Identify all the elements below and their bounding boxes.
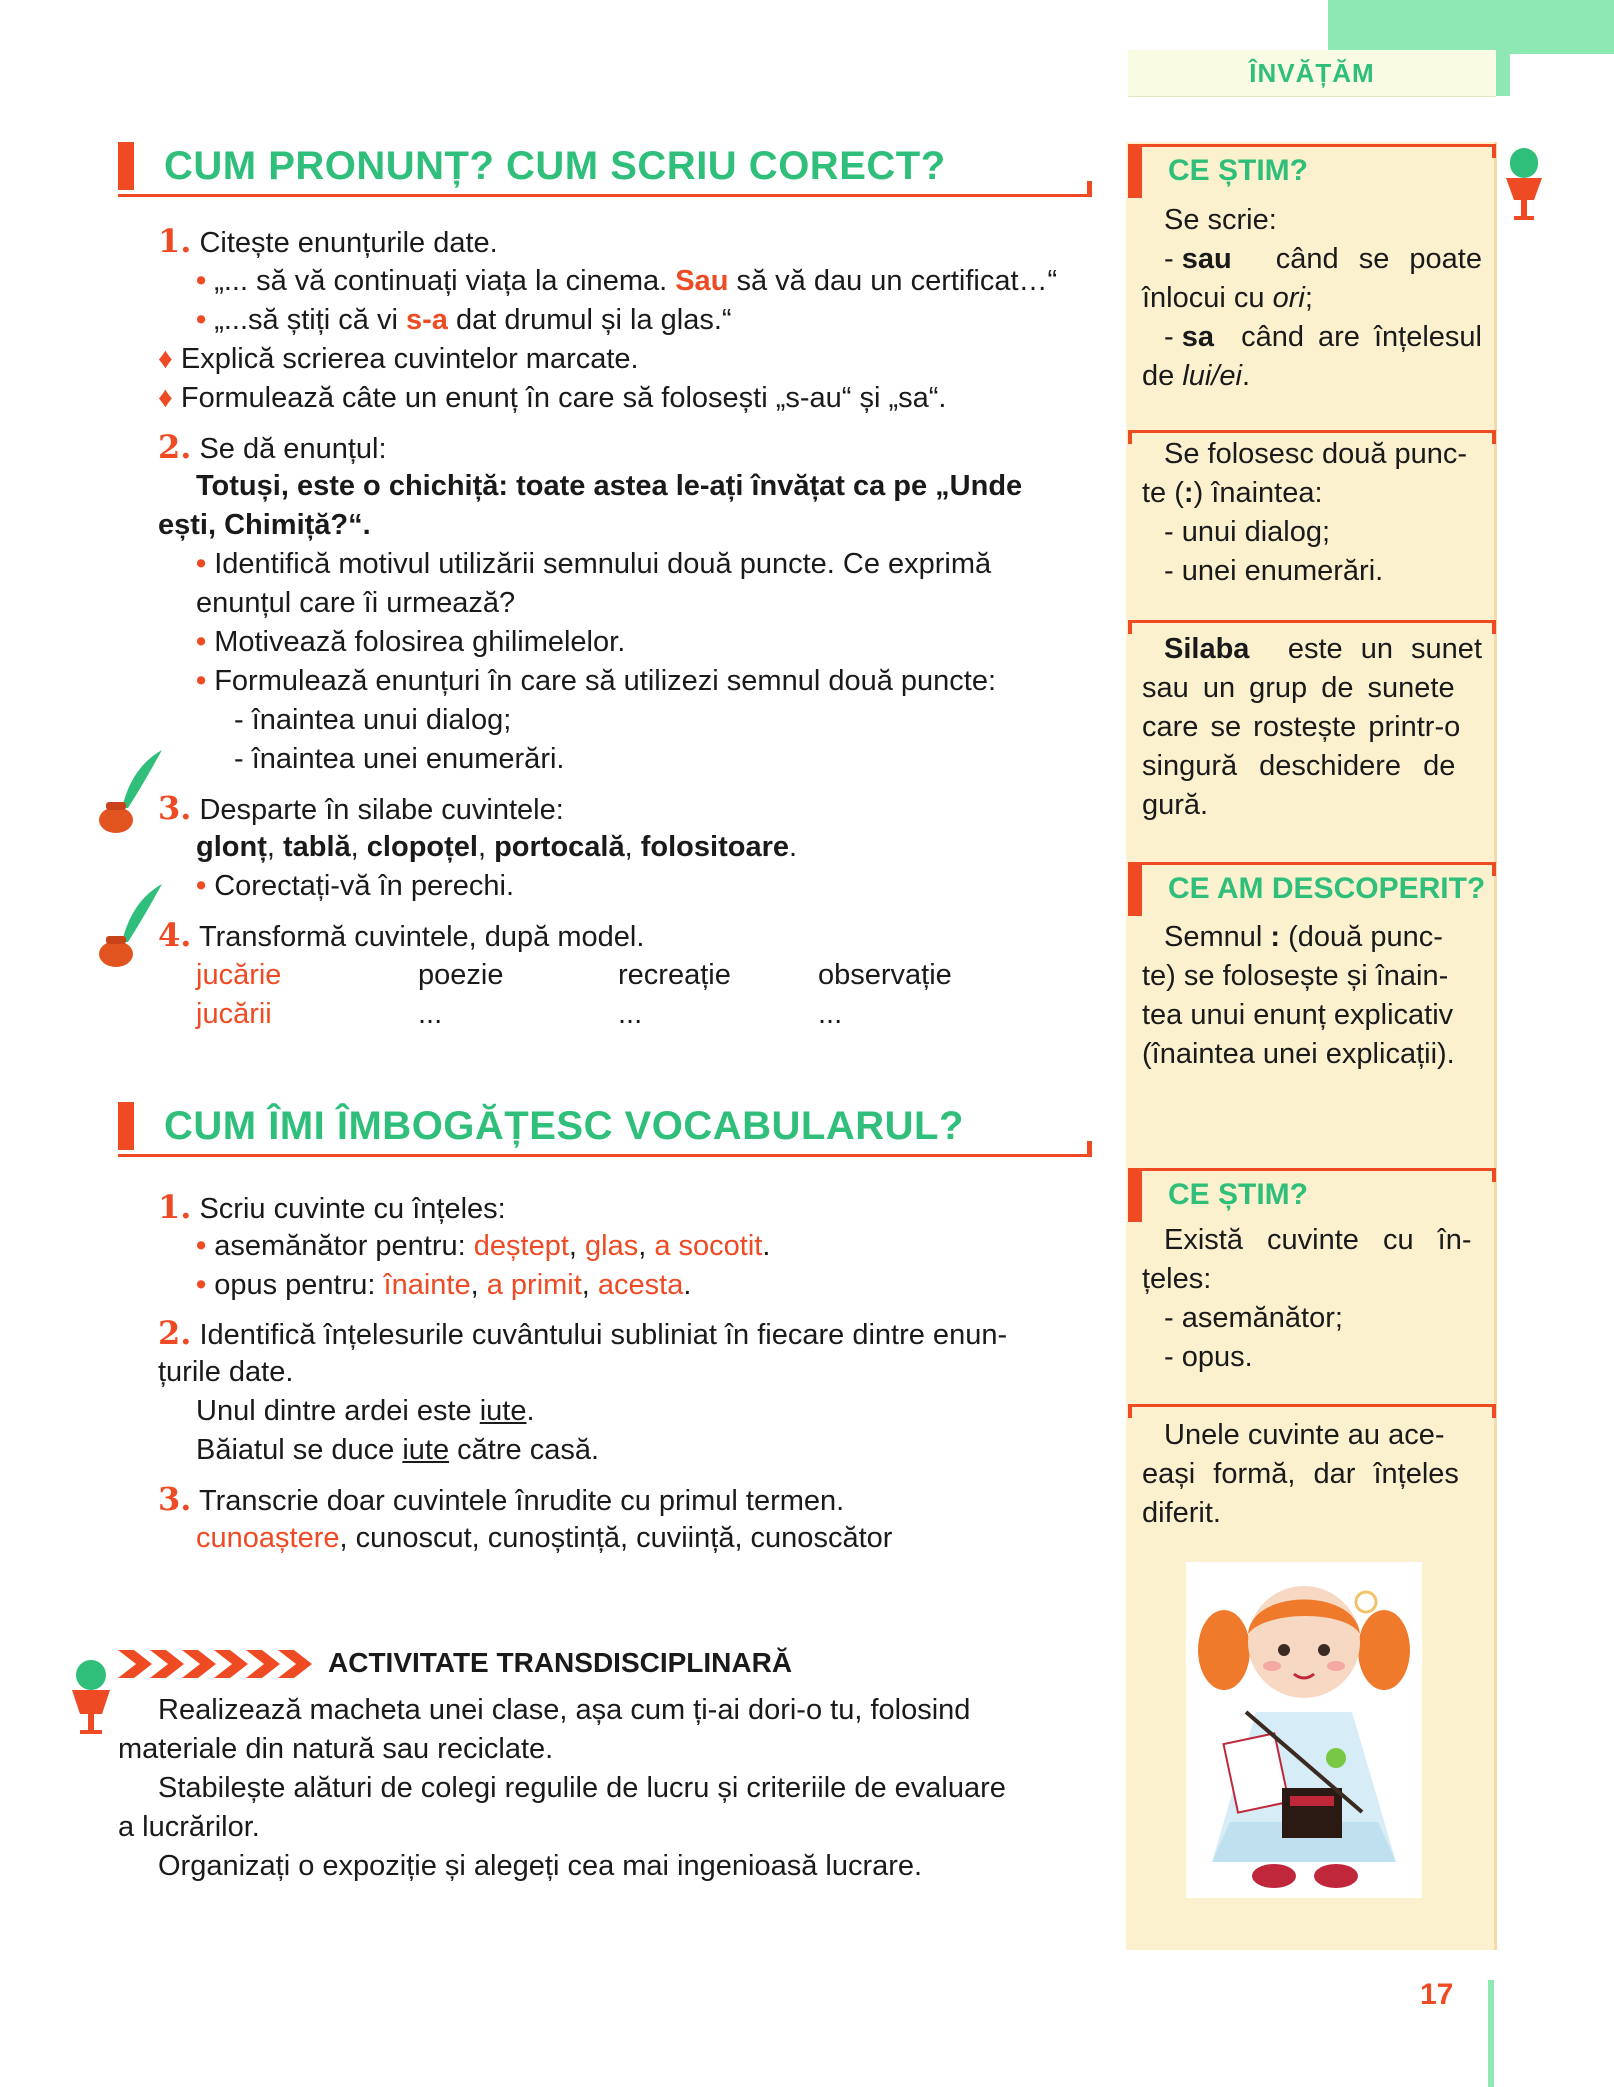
- bullet-item: • Formulează enunțuri în care să utilizezi semnul două puncte:: [196, 665, 997, 697]
- bullet-icon: •: [196, 304, 207, 336]
- bullet-icon: •: [196, 665, 207, 697]
- word-list: glonț, tablă, clopoțel, portocală, folositoare.: [196, 831, 798, 863]
- activity-text: Organizați o expoziție și alegeți cea mai ingenioasă lucrare.: [158, 1850, 923, 1882]
- card-text: eași formă, dar înțeles: [1142, 1458, 1459, 1490]
- exercise-2: 2. Se dă enunțul:: [158, 428, 387, 466]
- word-list: cunoaștere, cunoscut, cunoștință, cuviință, cunoscător: [196, 1522, 893, 1554]
- diamond-icon: ♦: [158, 382, 173, 414]
- exercise-number: 2.: [158, 1314, 192, 1352]
- card-tick: [1492, 144, 1496, 158]
- exercise-number: 4.: [158, 916, 192, 954]
- sub-item: - înaintea unei enumerări.: [234, 743, 565, 775]
- card-tick: [1492, 862, 1496, 876]
- card-tick: [1492, 430, 1496, 444]
- chevron-arrows-icon: [118, 1646, 314, 1682]
- card-text: Semnul : (două punc-: [1164, 921, 1443, 953]
- card-text: - asemănător;: [1164, 1302, 1343, 1334]
- quote-bold: ești, Chimiță?“.: [158, 509, 371, 541]
- card-text: - sa când are înțelesul: [1164, 321, 1482, 353]
- card-text: singură deschidere de: [1142, 750, 1456, 782]
- activity-text: Stabilește alături de colegi regulile de lucru și criteriile de evaluare: [158, 1772, 1006, 1804]
- marked-word: s-a: [405, 304, 448, 336]
- exercise-number: 2.: [158, 428, 192, 466]
- card-title: CE ȘTIM?: [1168, 154, 1308, 187]
- card-tick: [1128, 1404, 1132, 1418]
- card-text: de lui/ei.: [1142, 360, 1251, 392]
- sidebar-border: [1494, 142, 1497, 1950]
- word-cell: poezie: [418, 959, 504, 991]
- task-line: ♦ Explică scrierea cuvintelor marcate.: [158, 343, 639, 375]
- card-text: Există cuvinte cu în-: [1164, 1224, 1472, 1256]
- card-text: Se folosesc două punc-: [1164, 438, 1468, 470]
- page-number-bar: [1488, 1980, 1494, 2087]
- activity-title: ACTIVITATE TRANSDISCIPLINARĂ: [328, 1647, 793, 1678]
- exercise-number: 1.: [158, 222, 192, 260]
- card-title: CE ȘTIM?: [1168, 1178, 1308, 1211]
- card-tick: [1492, 1168, 1496, 1182]
- page-number: 17: [1420, 1978, 1454, 2011]
- card-text: te) se folosește și înain-: [1142, 960, 1449, 992]
- card-text: care se rostește printr-o: [1142, 711, 1461, 743]
- header-tab-shadow: [1496, 50, 1510, 96]
- card-line: [1128, 862, 1496, 865]
- card-line: [1128, 430, 1496, 433]
- quote-line: • „...să știți că vi s-a dat drumul și la glas.“: [196, 304, 732, 336]
- card-text: gură.: [1142, 789, 1209, 821]
- exercise-text-cont: țurile date.: [158, 1356, 294, 1388]
- activity-text: Realizează macheta unei clase, așa cum ți-ai dori-o tu, folosind: [158, 1694, 971, 1726]
- bullet-icon: •: [196, 1269, 207, 1301]
- card-tick: [1128, 430, 1132, 444]
- bullet-icon: •: [196, 265, 207, 297]
- section-underline: [118, 194, 1092, 197]
- activity-text: a lucrărilor.: [118, 1811, 260, 1843]
- bullet-item: • asemănător pentru: deștept, glas, a socotit.: [196, 1230, 771, 1262]
- card-marker: [1128, 864, 1142, 916]
- card-text: te (:) înaintea:: [1142, 477, 1323, 509]
- card-text: - sau când se poate: [1164, 243, 1482, 275]
- bullet-icon: •: [196, 548, 207, 580]
- section-underline: [118, 1154, 1092, 1157]
- card-text: - unei enumerări.: [1164, 555, 1384, 587]
- card-tick: [1492, 1404, 1496, 1418]
- inkpot-quill-icon: [94, 748, 164, 838]
- card-text: - unui dialog;: [1164, 516, 1331, 548]
- section-underline-tick: [1087, 1141, 1092, 1155]
- bullet-item: • Corectați-vă în perechi.: [196, 870, 515, 902]
- quote-line: • „... să vă continuați viața la cinema. Sau să vă dau un certificat…“: [196, 265, 1058, 297]
- bullet-icon: •: [196, 626, 207, 658]
- word-cell: recreație: [618, 959, 731, 991]
- word-cell: observație: [818, 959, 952, 991]
- exercise-3: 3. Desparte în silabe cuvintele:: [158, 789, 564, 827]
- girl-illustration: [1186, 1562, 1422, 1898]
- sentence: Unul dintre ardei este iute.: [196, 1395, 535, 1427]
- card-text: Silaba este un sunet: [1164, 633, 1482, 665]
- card-text: tea unui enunț explicativ: [1142, 999, 1454, 1031]
- quote-bold: Totuși, este o chichiță: toate astea le-ați învățat ca pe „Unde: [196, 470, 1023, 502]
- bullet-item: • Motivează folosirea ghilimelelor.: [196, 626, 626, 658]
- card-marker: [1128, 1170, 1142, 1222]
- exercise-number: 3.: [158, 789, 192, 827]
- bullet-item-cont: enunțul care îi urmează?: [196, 587, 516, 619]
- exercise-number: 3.: [158, 1480, 192, 1518]
- section-marker: [118, 142, 134, 190]
- word-cell: ...: [818, 998, 843, 1030]
- card-text: înlocui cu ori;: [1142, 282, 1313, 314]
- card-tick: [1128, 620, 1132, 634]
- card-line: [1128, 144, 1496, 147]
- task-line: ♦ Formulează câte un enunț în care să folosești „s-au“ și „sa“.: [158, 382, 947, 414]
- model-word: jucării: [196, 998, 272, 1030]
- section-underline-tick: [1087, 181, 1092, 195]
- model-word: jucărie: [196, 959, 282, 991]
- exercise-4: 4. Transformă cuvintele, după model.: [158, 916, 645, 954]
- section-marker: [118, 1102, 134, 1150]
- sub-item: - înaintea unui dialog;: [234, 704, 512, 736]
- exercise-1: 1. Scriu cuvinte cu înțeles:: [158, 1188, 506, 1226]
- card-line: [1128, 620, 1496, 623]
- microphone-icon: [1502, 146, 1546, 226]
- inkpot-quill-icon: [94, 882, 164, 972]
- card-marker: [1128, 146, 1142, 198]
- exercise-number: 1.: [158, 1188, 192, 1226]
- bullet-icon: •: [196, 1230, 207, 1262]
- word-cell: ...: [418, 998, 443, 1030]
- exercise-2: 2. Identifică înțelesurile cuvântului subliniat în fiecare dintre enun-: [158, 1314, 1008, 1352]
- diamond-icon: ♦: [158, 343, 173, 375]
- card-line: [1128, 1168, 1496, 1171]
- activity-text: materiale din natură sau reciclate.: [118, 1733, 554, 1765]
- section-title: CUM ÎMI ÎMBOGĂȚESC VOCABULARUL?: [164, 1104, 964, 1148]
- card-tick: [1492, 620, 1496, 634]
- card-text: țeles:: [1142, 1263, 1212, 1295]
- card-text: Unele cuvinte au ace-: [1164, 1419, 1445, 1451]
- card-text: - opus.: [1164, 1341, 1253, 1373]
- card-text: Se scrie:: [1164, 204, 1277, 236]
- marked-word: Sau: [675, 265, 729, 297]
- word-cell: ...: [618, 998, 643, 1030]
- header-tab-label: ÎNVĂȚĂM: [1249, 58, 1375, 88]
- bullet-item: • opus pentru: înainte, a primit, acesta.: [196, 1269, 692, 1301]
- card-title: CE AM DESCOPERIT?: [1168, 872, 1486, 905]
- section-title: CUM PRONUNȚ? CUM SCRIU CORECT?: [164, 144, 946, 188]
- exercise-3: 3. Transcrie doar cuvintele înrudite cu primul termen.: [158, 1480, 845, 1518]
- card-text: diferit.: [1142, 1497, 1221, 1529]
- card-text: sau un grup de sunete: [1142, 672, 1455, 704]
- sentence: Băiatul se duce iute către casă.: [196, 1434, 600, 1466]
- card-line: [1128, 1404, 1496, 1407]
- header-accent: [1328, 0, 1614, 54]
- bullet-item: • Identifică motivul utilizării semnului două puncte. Ce exprimă: [196, 548, 992, 580]
- exercise-1: [158, 222, 498, 263]
- bullet-icon: •: [196, 870, 207, 902]
- card-text: (înaintea unei explicații).: [1142, 1038, 1455, 1070]
- microphone-icon: [66, 1658, 116, 1740]
- exercise-text: Citește enunțurile date.: [199, 227, 498, 259]
